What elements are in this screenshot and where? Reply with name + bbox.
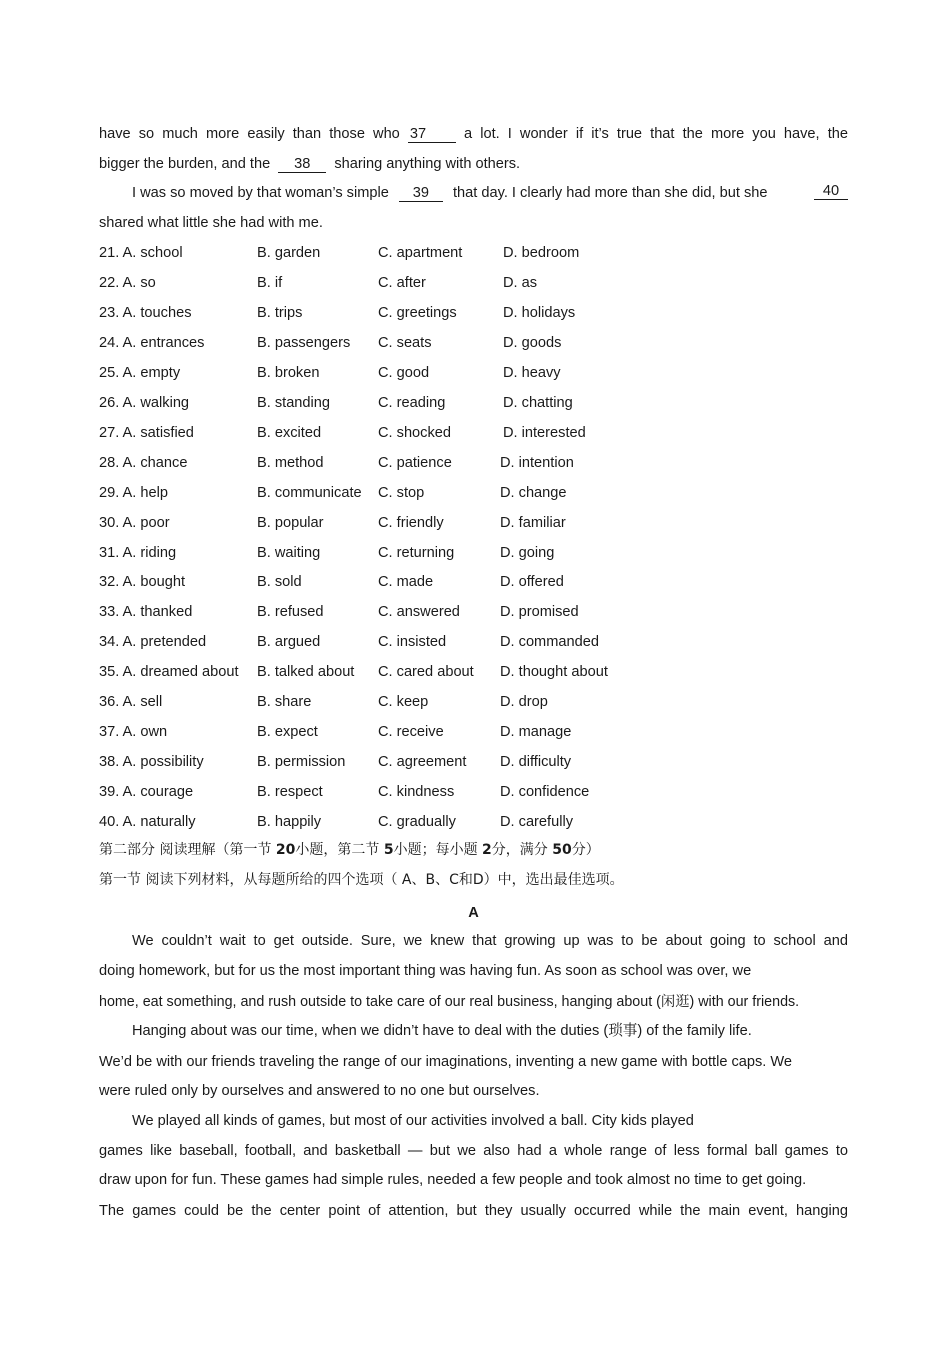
section-instruction: 第一节 阅读下列材料，从每题所给的四个选项（ A、B、C和D）中，选出最佳选项。 [99, 872, 624, 888]
option-a: 26. A. walking [99, 395, 190, 411]
option-d: D. thought about [500, 664, 608, 680]
option-c: C. reading [378, 395, 446, 411]
option-d: D. as [503, 275, 538, 291]
option-a: 27. A. satisfied [99, 425, 194, 441]
blank-39: 39 [399, 185, 443, 202]
option-b: B. waiting [257, 545, 321, 561]
option-c: C. patience [378, 455, 452, 471]
option-a: 24. A. entrances [99, 335, 205, 351]
option-a: 30. A. poor [99, 515, 170, 531]
option-b: B. share [257, 694, 312, 710]
option-d: D. confidence [500, 784, 590, 800]
option-c: C. cared about [378, 664, 474, 680]
option-c: C. kindness [378, 784, 455, 800]
passage-line: doing homework, but for us the most important thing was having fun. As soon as school was over, we [99, 963, 752, 979]
option-d: D. carefully [500, 814, 573, 830]
option-d: D. drop [500, 694, 548, 710]
option-d: D. familiar [500, 515, 566, 531]
cloze-text: a lot. I wonder if it’s true that the more you have, the [464, 126, 848, 142]
option-b: B. method [257, 455, 324, 471]
cloze-line-1 [99, 124, 848, 144]
option-b: B. popular [257, 515, 324, 531]
option-c: C. greetings [378, 305, 457, 321]
cloze-text: sharing anything with others. [334, 156, 521, 172]
option-c: C. stop [378, 485, 425, 501]
cloze-line-2 [99, 154, 848, 174]
section-text: 分） [571, 842, 600, 858]
option-a: 31. A. riding [99, 545, 177, 561]
cloze-text: I was so moved by that woman’s simple [132, 185, 389, 201]
option-c: C. good [378, 365, 430, 381]
passage-line: We couldn’t wait to get outside. Sure, we knew that growing up was to be about going to school and [132, 933, 848, 949]
option-c: C. made [378, 574, 434, 590]
option-a: 35. A. dreamed about [99, 664, 239, 680]
passage-line: were ruled only by ourselves and answered to no one but ourselves. [99, 1083, 540, 1099]
option-a: 28. A. chance [99, 455, 188, 471]
option-c: C. shocked [378, 425, 452, 441]
option-d: D. offered [500, 574, 564, 590]
option-b: B. standing [257, 395, 331, 411]
option-a: 37. A. own [99, 724, 168, 740]
cloze-text: bigger the burden, and the [99, 156, 271, 172]
passage-line: draw upon for fun. These games had simple rules, needed a few people and took almost no time to get going. [99, 1172, 807, 1188]
option-c: C. keep [378, 694, 429, 710]
option-d: D. intention [500, 455, 574, 471]
cloze-line-3 [132, 183, 848, 203]
section-text: 小题，第二节 [295, 842, 384, 858]
option-d: D. difficulty [500, 754, 572, 770]
option-c: C. apartment [378, 245, 463, 261]
section-text: 分，满分 [491, 842, 553, 858]
option-c: C. seats [378, 335, 432, 351]
option-b: B. passengers [257, 335, 351, 351]
section-number: 20 [275, 842, 296, 858]
section-text: 小题；每小题 [393, 842, 483, 858]
option-b: B. trips [257, 305, 303, 321]
option-a: 32. A. bought [99, 574, 186, 590]
option-b: B. talked about [257, 664, 355, 680]
option-d: D. going [500, 545, 555, 561]
option-d: D. interested [503, 425, 586, 441]
option-a: 34. A. pretended [99, 634, 207, 650]
option-a: 23. A. touches [99, 305, 192, 321]
passage-line: We played all kinds of games, but most of our activities involved a ball. City kids played [132, 1113, 694, 1129]
option-d: D. commanded [500, 634, 599, 650]
option-c: C. insisted [378, 634, 447, 650]
cloze-text: have so much more easily than those who [99, 126, 400, 142]
option-a: 39. A. courage [99, 784, 194, 800]
passage-line: The games could be the center point of attention, but they usually occurred while the main event, hanging [99, 1203, 848, 1219]
option-d: D. bedroom [503, 245, 580, 261]
option-a: 22. A. so [99, 275, 156, 291]
option-d: D. change [500, 485, 567, 501]
passage-line: home, eat something, and rush outside to take care of our real business, hanging about (闲逛) with our friends. [99, 994, 800, 1010]
option-b: B. happily [257, 814, 322, 830]
section-number: 50 [552, 842, 572, 858]
section-number: 5 [383, 842, 394, 858]
option-c: C. after [378, 275, 426, 291]
option-a: 38. A. possibility [99, 754, 204, 770]
option-d: D. manage [500, 724, 572, 740]
option-d: D. heavy [503, 365, 561, 381]
option-b: B. expect [257, 724, 318, 740]
option-a: 36. A. sell [99, 694, 163, 710]
passage-line: We’d be with our friends traveling the range of our imaginations, inventing a new game with bottle caps. We [99, 1054, 793, 1070]
option-c: C. friendly [378, 515, 444, 531]
option-a: 33. A. thanked [99, 604, 193, 620]
blank-40: 40 [814, 183, 848, 200]
option-a: 29. A. help [99, 485, 168, 501]
passage-line: games like baseball, football, and basketball — but we also had a whole range of less formal ball games to [99, 1143, 848, 1159]
option-d: D. promised [500, 604, 579, 620]
passage-line: Hanging about was our time, when we didn’t have to deal with the duties (琐事) of the family life. [132, 1023, 752, 1039]
option-b: B. broken [257, 365, 320, 381]
option-b: B. communicate [257, 485, 362, 501]
option-a: 21. A. school [99, 245, 183, 261]
option-d: D. goods [503, 335, 562, 351]
cloze-text: that day. I clearly had more than she did, but she [452, 185, 768, 201]
option-b: B. garden [257, 245, 321, 261]
option-c: C. agreement [378, 754, 467, 770]
option-b: B. argued [257, 634, 321, 650]
section-heading [99, 840, 848, 860]
option-d: D. holidays [503, 305, 576, 321]
option-b: B. permission [257, 754, 346, 770]
option-b: B. sold [257, 574, 302, 590]
option-c: C. gradually [378, 814, 456, 830]
blank-38: 38 [278, 156, 326, 173]
passage-heading: A [468, 905, 479, 921]
option-b: B. refused [257, 604, 324, 620]
option-c: C. returning [378, 545, 455, 561]
blank-37: 37 [408, 126, 456, 143]
option-a: 25. A. empty [99, 365, 181, 381]
option-b: B. if [257, 275, 283, 291]
option-c: C. receive [378, 724, 444, 740]
option-a: 40. A. naturally [99, 814, 196, 830]
option-d: D. chatting [503, 395, 573, 411]
cloze-line-4: shared what little she had with me. [99, 215, 323, 231]
section-text: 第二部分 阅读理解（第一节 [99, 842, 276, 858]
option-b: B. excited [257, 425, 322, 441]
section-number: 2 [482, 842, 492, 858]
option-c: C. answered [378, 604, 460, 620]
option-b: B. respect [257, 784, 323, 800]
